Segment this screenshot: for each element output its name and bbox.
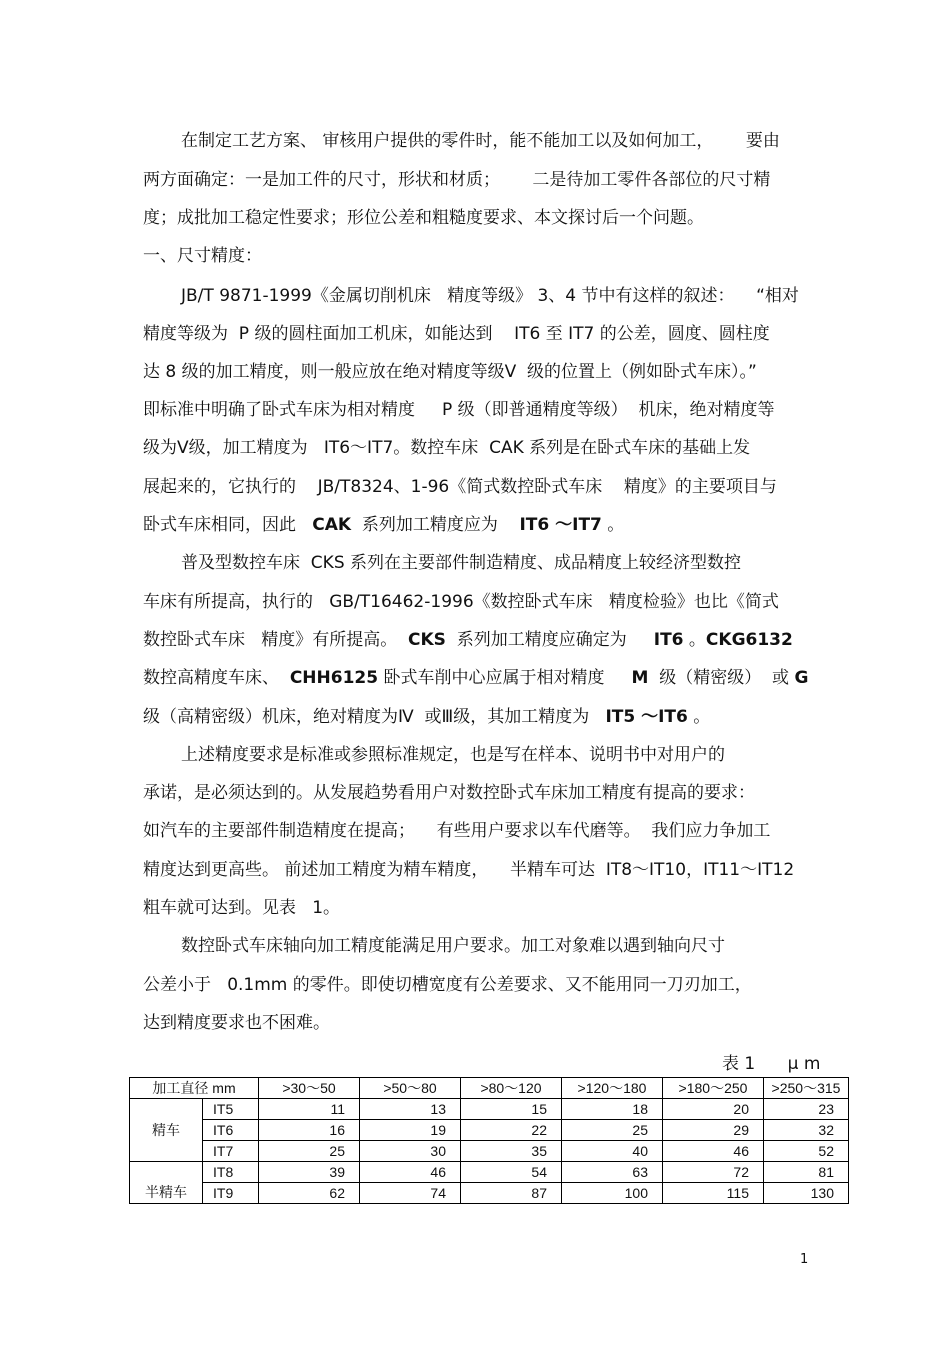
text-line: 粗车就可达到。见表 1。 bbox=[143, 898, 341, 918]
text-run: 数控卧式车床 精度》有所提高。 bbox=[143, 630, 409, 650]
tolerance-table bbox=[129, 1077, 849, 1204]
text-run: 数控高精度车床、 bbox=[143, 668, 290, 688]
text-line bbox=[143, 668, 808, 688]
text-line: 达到精度要求也不困难。 bbox=[143, 1013, 330, 1033]
grade-cell: IT6 bbox=[203, 1120, 259, 1141]
text-line: JB/T 9871-1999《金属切削机床 精度等级》 3、4 节中有这样的叙述： “相对 bbox=[181, 286, 799, 306]
text-run: 卧式车床相同，因此 bbox=[143, 515, 313, 535]
value-cell: 72 bbox=[663, 1162, 764, 1183]
text-run: 系列加工精度应为 bbox=[351, 515, 520, 535]
text-run: 卧式车削中心应属于相对精度 bbox=[378, 668, 632, 688]
value-cell: 30 bbox=[360, 1141, 461, 1162]
value-cell: 81 bbox=[764, 1162, 849, 1183]
text-line: 精度达到更高些。 前述加工精度为精车精度， 半精车可达 IT8～IT10，IT11～IT12 bbox=[143, 860, 795, 880]
table-row bbox=[130, 1120, 849, 1141]
value-cell: 39 bbox=[259, 1162, 360, 1183]
model-ckg: CKG6132 bbox=[705, 630, 793, 650]
header-cell: 加工直径 mm bbox=[130, 1078, 259, 1099]
header-cell: >120～180 bbox=[562, 1078, 663, 1099]
value-cell: 63 bbox=[562, 1162, 663, 1183]
group-cell: 精车 bbox=[130, 1099, 203, 1162]
model-cks: CKS bbox=[408, 630, 446, 650]
precision-value: IT6 bbox=[653, 630, 684, 650]
value-cell: 52 bbox=[764, 1141, 849, 1162]
value-cell: 18 bbox=[562, 1099, 663, 1120]
text-line: 车床有所提高，执行的 GB/T16462-1996《数控卧式车床 精度检验》也比《简式 bbox=[143, 592, 779, 612]
header-cell: >180～250 bbox=[663, 1078, 764, 1099]
section-heading: 一、尺寸精度： bbox=[143, 246, 262, 266]
table-row bbox=[130, 1141, 849, 1162]
text-run: 。 bbox=[683, 630, 706, 650]
text-line bbox=[143, 630, 793, 650]
value-cell: 115 bbox=[663, 1183, 764, 1204]
value-cell: 19 bbox=[360, 1120, 461, 1141]
value-cell: 40 bbox=[562, 1141, 663, 1162]
text-run: 。 bbox=[687, 707, 711, 727]
value-cell: 32 bbox=[764, 1120, 849, 1141]
text-run: 级（精密级） 或 bbox=[648, 668, 795, 688]
text-line: 承诺，是必须达到的。从发展趋势看用户对数控卧式车床加工精度有提高的要求： bbox=[143, 783, 755, 803]
value-cell: 54 bbox=[461, 1162, 562, 1183]
precision-value: IT5 ～IT6 bbox=[605, 707, 688, 727]
text-line: 精度等级为 P 级的圆柱面加工机床，如能达到 IT6 至 IT7 的公差，圆度、圆柱度 bbox=[143, 324, 770, 344]
value-cell: 20 bbox=[663, 1099, 764, 1120]
text-line: 即标准中明确了卧式车床为相对精度 P 级（即普通精度等级） 机床，绝对精度等 bbox=[143, 400, 775, 420]
header-cell: >30～50 bbox=[259, 1078, 360, 1099]
text-line: 度；成批加工稳定性要求；形位公差和粗糙度要求、本文探讨后一个问题。 bbox=[143, 208, 704, 228]
table-row bbox=[130, 1099, 849, 1120]
value-cell: 23 bbox=[764, 1099, 849, 1120]
grade-cell: IT7 bbox=[203, 1141, 259, 1162]
header-cell: >80～120 bbox=[461, 1078, 562, 1099]
model-chh: CHH6125 bbox=[289, 668, 379, 688]
text-line: 数控卧式车床轴向加工精度能满足用户要求。加工对象难以遇到轴向尺寸 bbox=[181, 936, 725, 956]
model-cak: CAK bbox=[312, 515, 352, 535]
value-cell: 35 bbox=[461, 1141, 562, 1162]
precision-value: IT6 ～IT7 bbox=[519, 515, 602, 535]
value-cell: 87 bbox=[461, 1183, 562, 1204]
table-caption: 表 1 μ m bbox=[722, 1054, 821, 1074]
value-cell: 11 bbox=[259, 1099, 360, 1120]
text-line: 两方面确定：一是加工件的尺寸，形状和材质； 二是待加工零件各部位的尺寸精 bbox=[143, 170, 771, 190]
value-cell: 46 bbox=[360, 1162, 461, 1183]
text-line bbox=[143, 707, 710, 727]
value-cell: 62 bbox=[259, 1183, 360, 1204]
value-cell: 29 bbox=[663, 1120, 764, 1141]
text-line: 展起来的，它执行的 JB/T8324、1-96《简式数控卧式车床 精度》的主要项目与 bbox=[143, 477, 777, 497]
grade-m: M bbox=[631, 668, 649, 688]
table-row bbox=[130, 1183, 849, 1204]
grade-cell: IT5 bbox=[203, 1099, 259, 1120]
header-cell: >50～80 bbox=[360, 1078, 461, 1099]
grade-cell: IT8 bbox=[203, 1162, 259, 1183]
text-run: 级（高精密级）机床，绝对精度为Ⅳ 或Ⅲ级，其加工精度为 bbox=[143, 707, 606, 727]
text-run: 。 bbox=[601, 515, 625, 535]
text-line: 在制定工艺方案、 审核用户提供的零件时，能不能加工以及如何加工， 要由 bbox=[181, 131, 780, 151]
page-number: 1 bbox=[800, 1252, 809, 1267]
value-cell: 100 bbox=[562, 1183, 663, 1204]
table-row bbox=[130, 1162, 849, 1183]
grade-g: G bbox=[794, 668, 809, 688]
text-line: 普及型数控车床 CKS 系列在主要部件制造精度、成品精度上较经济型数控 bbox=[181, 553, 742, 573]
value-cell: 22 bbox=[461, 1120, 562, 1141]
text-line: 达 8 级的加工精度，则一般应放在绝对精度等级Ⅴ 级的位置上（例如卧式车床）。” bbox=[143, 362, 757, 382]
value-cell: 25 bbox=[562, 1120, 663, 1141]
value-cell: 16 bbox=[259, 1120, 360, 1141]
value-cell: 46 bbox=[663, 1141, 764, 1162]
text-line: 级为Ⅴ级，加工精度为 IT6～IT7。数控车床 CAK 系列是在卧式车床的基础上发 bbox=[143, 438, 751, 458]
text-line: 公差小于 0.1mm 的零件。即使切槽宽度有公差要求、又不能用同一刀刃加工， bbox=[143, 975, 752, 995]
group-cell: 半精车 bbox=[130, 1162, 203, 1204]
value-cell: 130 bbox=[764, 1183, 849, 1204]
value-cell: 13 bbox=[360, 1099, 461, 1120]
text-line bbox=[143, 515, 624, 535]
header-cell: >250～315 bbox=[764, 1078, 849, 1099]
value-cell: 25 bbox=[259, 1141, 360, 1162]
value-cell: 15 bbox=[461, 1099, 562, 1120]
table-header-row bbox=[130, 1078, 849, 1099]
text-line: 如汽车的主要部件制造精度在提高； 有些用户要求以车代磨等。 我们应力争加工 bbox=[143, 821, 771, 841]
grade-cell: IT9 bbox=[203, 1183, 259, 1204]
value-cell: 74 bbox=[360, 1183, 461, 1204]
text-line: 上述精度要求是标准或参照标准规定，也是写在样本、说明书中对用户的 bbox=[181, 745, 725, 765]
text-run: 系列加工精度应确定为 bbox=[445, 630, 654, 650]
